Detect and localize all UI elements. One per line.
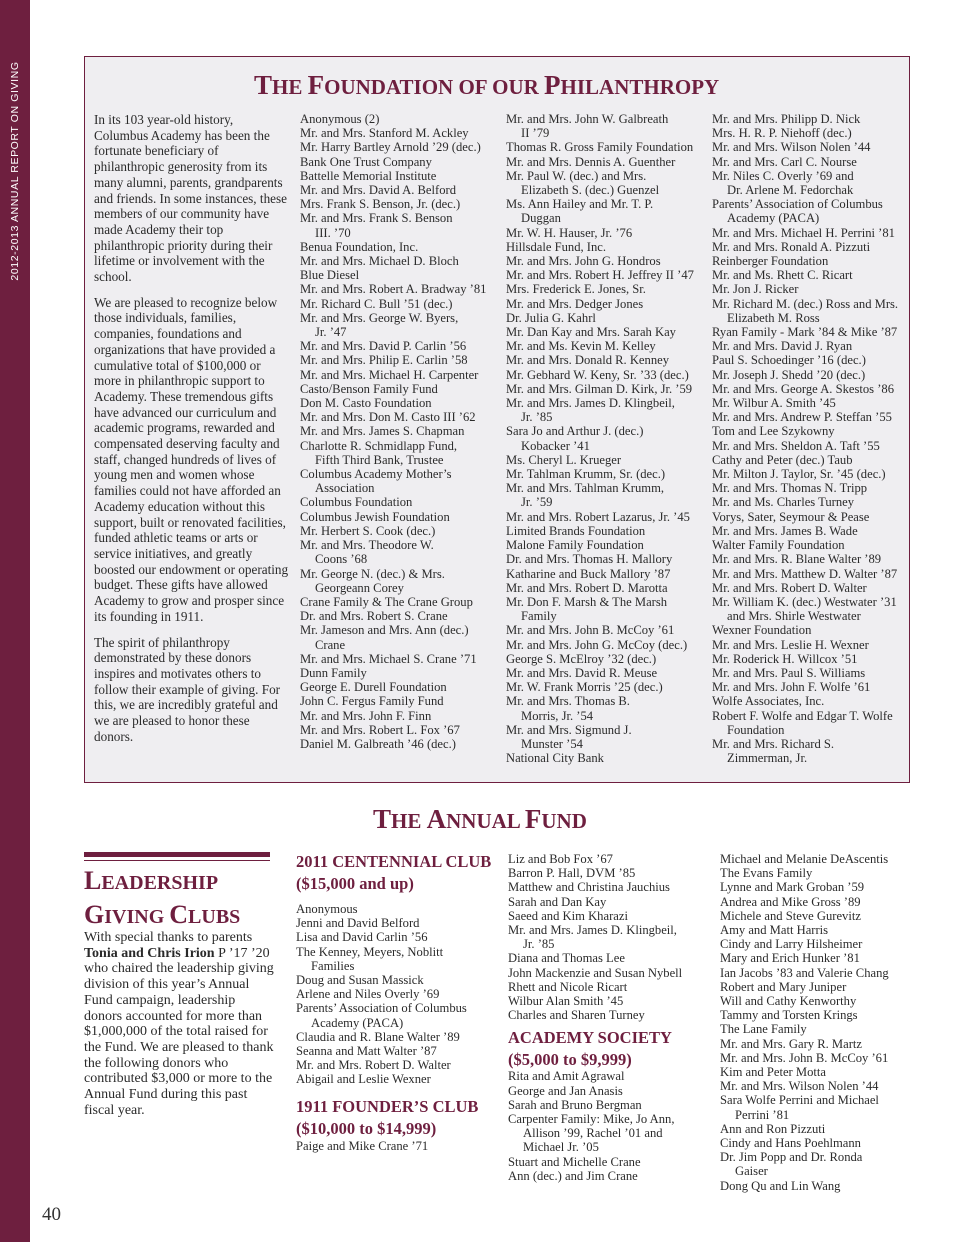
donor-name: Amy and Matt Harris [720,923,829,938]
donor-name: John C. Fergus Family Fund [300,694,444,709]
donor-name: Mr. Gebhard W. Keny, Sr. ’33 (dec.) [506,367,689,382]
donor-name: Mr. Tahlman Krumm, Sr. (dec.) [506,467,666,482]
leadership-text-intro: With special thanks to parents [84,930,253,945]
donor-name: Mr. Jameson and Mrs. Ann (dec.) [300,623,469,638]
donor-name: Mr. and Mrs. John G. McCoy (dec.) [506,637,688,652]
title-cap: A [426,804,447,834]
donor-name: Seanna and Matt Walter ’87 [296,1044,437,1059]
donor-name: Claudia and R. Blane Walter ’89 [296,1029,460,1044]
donor-name: Tom and Lee Szykowny [712,424,835,439]
donor-name: Will and Cathy Kenworthy [720,994,857,1009]
donor-name: Wolfe Associates, Inc. [712,694,825,709]
donor-name: Malone Family Foundation [506,538,644,553]
foundation-donor-column-3 [712,112,898,765]
donor-name: George E. Durell Foundation [300,680,447,695]
donor-name: Vorys, Sater, Seymour & Pease [712,509,870,524]
donor-name: Michael Jr. ’05 [523,1140,599,1155]
donor-name: Anonymous [296,902,358,916]
donor-name: Walter Family Foundation [712,538,845,553]
donor-name: Charlotte R. Schmidlapp Fund, [300,438,458,453]
donor-name: Mr. and Mrs. Thomas B. [506,694,630,709]
donor-name: Families [311,958,355,973]
donor-name: Mr. and Mrs. Robert D. Walter [712,580,867,595]
donor-name: Mr. and Mrs. Donald R. Kenney [506,353,669,368]
donor-name: Daniel M. Galbreath ’46 (dec.) [300,736,456,751]
donor-name: Mr. Harry Bartley Arnold ’29 (dec.) [300,140,481,155]
title-cap: F [524,804,542,834]
donor-name: Mr. and Mrs. Gilman D. Kirk, Jr. ’59 [506,381,693,396]
donor-name: Dr. and Mrs. Robert S. Crane [300,609,448,624]
founders-club-range: ($10,000 to $14,999) [296,1118,437,1138]
donor-name: Mr. and Mrs. Michael H. Carpenter [300,367,479,382]
donor-name: Academy (PACA) [727,211,820,226]
donor-name: Columbus Academy Mother’s [300,467,452,482]
donor-name: III. ’70 [315,225,351,240]
donor-name: Mr. Jon J. Ricker [712,282,799,297]
leadership-title [84,866,240,934]
donor-name: Jr. ’85 [523,937,555,952]
donor-name: Columbus Foundation [300,495,413,510]
donor-name: Mrs. H. R. P. Niehoff (dec.) [712,126,852,141]
donor-name: Elizabeth M. Ross [727,310,820,325]
donor-name: Carpenter Family: Mike, Jo Ann, [508,1112,675,1127]
donor-name: Dong Qu and Lin Wang [720,1178,841,1193]
donor-name: Mrs. Frank S. Benson, Jr. (dec.) [300,197,461,212]
clubs-column-2 [296,852,496,1153]
donor-name: Michele and Steve Gurevitz [720,908,861,923]
donor-name: Dr. Julia G. Kahrl [506,310,596,325]
donor-name: Mr. and Mrs. Michael H. Perrini ’81 [712,225,895,240]
donor-name: Jr. ’59 [521,495,553,510]
donor-name: Mr. and Mrs. Philip E. Carlin ’58 [300,353,468,368]
donor-name: Family [521,609,557,624]
donor-name: Paige and Mike Crane ’71 [296,1138,429,1153]
donor-name: Mr. W. H. Hauser, Jr. ’76 [506,225,633,240]
donor-name: Mr. and Mrs. David A. Belford [300,183,457,198]
title-part: UND [541,809,587,833]
donor-name: Mr. and Mrs. Ronald A. Pizzuti [712,239,871,254]
donor-name: Mr. and Mrs. Michael S. Crane ’71 [300,651,477,666]
donor-name: Kim and Peter Motta [720,1065,826,1080]
donor-name: Mr. and Ms. Charles Turney [712,495,855,510]
donor-name: Katharine and Buck Mallory ’87 [506,566,671,581]
donor-name: Mr. and Mrs. Robert D. Walter [296,1058,451,1073]
donor-name: Mr. and Mrs. David J. Ryan [712,339,853,354]
donor-name: Mr. and Mrs. Sheldon A. Taft ’55 [712,438,880,453]
donor-name: Don M. Casto Foundation [300,396,432,411]
title-cap: P [544,70,561,100]
title-cap: T [254,70,273,100]
donor-name: Allison ’99, Rachel ’01 and [523,1126,663,1141]
donor-name: Mr. Wilbur A. Smith ’45 [712,396,836,411]
foundation-intro [94,112,290,754]
donor-name: Arlene and Niles Overly ’69 [296,987,440,1002]
donor-name: Fifth Third Bank, Trustee [315,452,444,467]
donor-name: Duggan [521,211,561,226]
title-part: EADERSHIP [101,872,219,894]
donor-name: Mr. and Mrs. Robert Lazarus, Jr. ’45 [506,509,690,524]
donor-name: The Kenney, Meyers, Noblitt [296,944,444,959]
donor-name: Robert and Mary Juniper [720,979,847,994]
intro-paragraph: We are pleased to recognize below those individuals, families, companies, foundations and organizations that have provided a cumulative total of $100,000 or more in philanthropic support to Academy. These tremendous gifts have advanced our curriculum and academic programs, rewarded and compensated deserving faculty and staff, changed hundreds of lives of young men and women whose families could not have afforded an Academy education without this support, built or renovated facilities, funded athletic teams or arts or service initiatives, and greatly boosted our endowment or operating budget. These gifts have allowed Academy to grow and prosper since its founding in 1911. [94,294,289,624]
donor-name: Rita and Amit Agrawal [508,1069,625,1084]
donor-name: Mr. and Mrs. David P. Carlin ’56 [300,339,467,354]
donor-name: Mr. and Mrs. John B. McCoy ’61 [720,1050,889,1065]
donor-name: Mr. Milton J. Taylor, Sr. ’45 (dec.) [712,467,886,482]
founders-club-title: 1911 FOUNDER’S CLUB [296,1096,479,1116]
donor-name: Gaiser [735,1164,768,1179]
donor-name: Michael and Melanie DeAscentis [720,852,889,866]
academy-society-title: ACADEMY SOCIETY [508,1028,672,1048]
donor-name: Mr. and Mrs. Sigmund J. [506,722,632,737]
donor-name: The Evans Family [720,866,813,881]
donor-name: Dr. Jim Popp and Dr. Ronda [720,1150,863,1165]
section-rule [84,852,270,857]
page-number: 40 [42,1204,61,1225]
leadership-text-body: P ’17 ’20 who chaired the leadership giving division of this year’s Annual Fund campaign, leadership donors accounted for more than $1,000,000 of the total raised for the Fund. We are pleased to thank the following donors who contributed $3,000 or more to the Annual Fund during this past fiscal year. [84,945,274,1118]
donor-name: Mr. Richard C. Bull ’51 (dec.) [300,296,453,311]
donor-name: Academy (PACA) [311,1015,404,1030]
founders-donor-list-b [508,852,708,1022]
donor-name: Ms. Cheryl L. Krueger [506,452,622,467]
donor-name: Saeed and Kim Kharazi [508,908,628,923]
donor-name: Ian Jacobs ’83 and Valerie Chang [720,965,889,980]
donor-name: Kobacker ’41 [521,438,590,453]
donor-name: Association [315,481,375,496]
donor-name: Crane [315,637,346,652]
title-cap: C [169,900,189,929]
donor-name: Parents’ Association of Columbus [296,1001,467,1016]
leadership-text [84,930,274,1118]
donor-name: and Mrs. Shirle Westwater [727,609,861,624]
donor-name: Ann (dec.) and Jim Crane [508,1168,638,1183]
donor-name: Mr. and Mrs. Gary R. Martz [720,1036,863,1051]
donor-name: Mr. and Mrs. James D. Klingbeil, [508,923,677,938]
title-part: HILANTHROPY [560,75,720,99]
donor-name: Mr. and Mrs. Dedger Jones [506,296,644,311]
donor-name: Mr. Dan Kay and Mrs. Sarah Kay [506,325,676,340]
donor-name: Charles and Sharen Turney [508,1008,645,1023]
donor-name: Anonymous (2) [300,112,380,126]
donor-name: Casto/Benson Family Fund [300,381,438,396]
donor-name: Mr. George N. (dec.) & Mrs. [300,566,445,581]
donor-name: Morris, Jr. ’54 [521,708,594,723]
clubs-column-3 [508,852,708,1183]
donor-name: Mr. and Mrs. John F. Wolfe ’61 [712,680,871,695]
donor-name: Mr. and Mrs. George W. Byers, [300,310,459,325]
donor-name: Sara Wolfe Perrini and Michael [720,1093,879,1108]
donor-name: Mr. and Mrs. Michael D. Bloch [300,254,459,269]
title-part: HE [391,809,427,833]
donor-name: Sarah and Dan Kay [508,894,607,909]
donor-name: Georgeann Corey [315,580,404,595]
donor-name: Hillsdale Fund, Inc. [506,239,607,254]
donor-name: Limited Brands Foundation [506,523,646,538]
founders-donor-list-a [296,1139,496,1153]
donor-name: Cathy and Peter (dec.) Taub [712,452,853,467]
donor-name: Mr. and Mrs. Carl C. Nourse [712,154,857,169]
donor-name: Jenni and David Belford [296,916,420,931]
donor-name: Mr. and Mrs. Andrew P. Steffan ’55 [712,410,892,425]
foundation-donor-column-2 [506,112,694,765]
chairs-names: Tonia and Chris Irion [84,945,215,961]
donor-name: Cindy and Hans Poehlmann [720,1136,861,1151]
donor-name: Mrs. Frederick E. Jones, Sr. [506,282,646,297]
donor-name: Mr. and Ms. Kevin M. Kelley [506,339,656,354]
donor-name: Mr. Joseph J. Shedd ’20 (dec.) [712,367,866,382]
centennial-club-range: ($15,000 and up) [296,874,414,893]
donor-name: Mr. W. Frank Morris ’25 (dec.) [506,680,663,695]
donor-name: Rhett and Nicole Ricart [508,979,628,994]
donor-name: Mr. and Ms. Rhett C. Ricart [712,268,853,283]
donor-name: Mr. and Mrs. Matthew D. Walter ’87 [712,566,898,581]
title-part: NNUAL [446,809,525,833]
donor-name: Mr. and Mrs. Dennis A. Guenther [506,154,676,169]
donor-name: Benua Foundation, Inc. [300,239,419,254]
donor-name: Mr. and Mrs. Paul S. Williams [712,665,866,680]
donor-name: Dr. and Mrs. Thomas H. Mallory [506,552,673,567]
donor-name: Sarah and Bruno Bergman [508,1097,642,1112]
donor-name: Stuart and Michelle Crane [508,1154,641,1169]
donor-name: Mr. and Mrs. John F. Finn [300,708,432,723]
title-part: IVING [104,906,170,928]
society-donor-list-a [508,1069,708,1183]
centennial-club-title: 2011 CENTENNIAL CLUB [296,852,492,871]
donor-name: Thomas R. Gross Family Foundation [506,140,694,155]
intro-paragraph: The spirit of philanthropy demonstrated by these donors inspires and motivates others to follow their example of giving. For this, we are incredibly grateful and we are pleased to honor these donors. [94,634,281,744]
donor-name: Elizabeth S. (dec.) Guenzel [521,183,660,198]
donor-name: Mr. and Mrs. James B. Wade [712,523,858,538]
foundation-donor-column-1 [300,112,486,751]
donor-name: George and Jan Anasis [508,1083,623,1098]
donor-name: Blue Diesel [300,268,360,283]
centennial-donor-list [296,902,496,1087]
donor-name: Crane Family & The Crane Group [300,594,473,609]
donor-name: Paul S. Schoedinger ’16 (dec.) [712,353,866,368]
donor-name: II ’79 [521,126,550,141]
donor-name: Mr. and Mrs. Stanford M. Ackley [300,126,469,141]
donor-name: Robert F. Wolfe and Edgar T. Wolfe [712,708,893,723]
donor-name: Mr. and Mrs. John B. McCoy ’61 [506,623,675,638]
title-part: LUBS [188,906,241,928]
donor-name: Mr. Don F. Marsh & The Marsh [506,594,668,609]
donor-name: John Mackenzie and Susan Nybell [508,965,683,980]
donor-name: Mr. and Mrs. Leslie H. Wexner [712,637,869,652]
donor-name: Bank One Trust Company [300,154,432,169]
donor-name: Mr. Niles C. Overly ’69 and [712,168,854,183]
donor-name: Sara Jo and Arthur J. (dec.) [506,424,644,439]
donor-name: Battelle Memorial Institute [300,168,437,183]
donor-name: Foundation [727,722,785,737]
donor-name: Lisa and David Carlin ’56 [296,930,428,945]
donor-name: Mr. and Mrs. David R. Meuse [506,665,658,680]
donor-name: Perrini ’81 [735,1107,790,1122]
donor-name: Liz and Bob Fox ’67 [508,852,613,866]
title-part: HE [272,75,308,99]
donor-name: Parents’ Association of Columbus [712,197,883,212]
title-cap: L [84,866,102,895]
spine-text: 2012-2013 ANNUAL REPORT ON GIVING [9,61,21,281]
donor-name: Ann and Ron Pizzuti [720,1121,826,1136]
donor-name: Abigail and Leslie Wexner [296,1072,431,1087]
donor-name: Lynne and Mark Groban ’59 [720,880,865,895]
donor-name: Mr. and Mrs. Robert A. Bradway ’81 [300,282,487,297]
donor-name: Ms. Ann Hailey and Mr. T. P. [506,197,654,212]
donor-name: Mr. and Mrs. Don M. Casto III ’62 [300,410,476,425]
donor-name: Mr. Herbert S. Cook (dec.) [300,523,436,538]
annual-fund-title [373,804,587,835]
donor-name: Mr. and Mrs. Tahlman Krumm, [506,481,665,496]
donor-name: Wilbur Alan Smith ’45 [508,994,624,1009]
donor-name: Coons ’68 [315,552,368,567]
donor-name: Mr. and Mrs. John W. Galbreath [506,112,669,126]
donor-name: Cindy and Larry Hilsheimer [720,937,863,952]
donor-name: Mr. and Mrs. Robert H. Jeffrey II ’47 [506,268,694,283]
donor-name: Matthew and Christina Jauchius [508,880,670,895]
donor-name: Mr. and Mrs. Richard S. [712,736,835,751]
title-cap: F [307,70,325,100]
donor-name: Mr. and Mrs. George A. Skestos ’86 [712,381,895,396]
donor-name: Tammy and Torsten Krings [720,1008,858,1023]
intro-paragraph: In its 103 year-old history, Columbus Academy has been the fortunate beneficiary of philanthropic generosity from its many alumni, parents, grandparents and friends. In some instances, these members of our community have made Academy their top philanthropic priority during their lifetime or involvement with the school. [94,112,287,285]
donor-name: Munster ’54 [521,736,583,751]
donor-name: Andrea and Mike Gross ’89 [720,894,861,909]
society-donor-list-b [720,852,889,1193]
donor-name: Wexner Foundation [712,623,812,638]
foundation-title [254,70,719,101]
donor-name: Jr. ’47 [315,325,347,340]
donor-name: Columbus Jewish Foundation [300,509,450,524]
donor-name: Mr. and Mrs. Thomas N. Tripp [712,481,868,496]
title-cap: G [84,900,105,929]
donor-name: Mr. and Mrs. Robert L. Fox ’67 [300,722,460,737]
donor-name: Mr. and Mrs. James D. Klingbeil, [506,396,675,411]
donor-name: Doug and Susan Massick [296,973,424,988]
donor-name: Mr. and Mrs. James S. Chapman [300,424,465,439]
donor-name: The Lane Family [720,1022,807,1037]
title-cap: T [373,804,392,834]
donor-name: Diana and Thomas Lee [508,951,625,966]
donor-name: Mr. Richard M. (dec.) Ross and Mrs. [712,296,899,311]
report-spine [0,0,30,1242]
donor-name: Mr. Paul W. (dec.) and Mrs. [506,168,647,183]
donor-name: Mr. William K. (dec.) Westwater ’31 [712,594,897,609]
donor-name: Barron P. Hall, DVM ’85 [508,866,636,881]
donor-name: Mr. and Mrs. Theodore W. [300,538,434,553]
donor-name: Dr. Arlene M. Fedorchak [727,183,854,198]
donor-name: George S. McElroy ’32 (dec.) [506,651,657,666]
donor-name: Mr. and Mrs. John G. Hondros [506,254,661,269]
donor-name: Zimmerman, Jr. [727,751,808,766]
donor-name: Dunn Family [300,665,367,680]
academy-society-range: ($5,000 to $9,999) [508,1050,632,1070]
donor-name: Mr. Roderick H. Willcox ’51 [712,651,858,666]
donor-name: Reinberger Foundation [712,254,829,269]
title-part: OUNDATION OF OUR [324,75,545,99]
donor-name: Mr. and Mrs. Wilson Nolen ’44 [712,140,871,155]
donor-name: Ryan Family - Mark ’84 & Mike ’87 [712,325,898,340]
donor-name: Mr. and Mrs. R. Blane Walter ’89 [712,552,882,567]
section-rule-thin [84,860,270,861]
donor-name: Mary and Erich Hunker ’81 [720,951,860,966]
donor-name: Mr. and Mrs. Wilson Nolen ’44 [720,1079,879,1094]
donor-name: Mr. and Mrs. Philipp D. Nick [712,112,861,126]
donor-name: Mr. and Mrs. Robert D. Marotta [506,580,668,595]
donor-name: National City Bank [506,751,604,766]
donor-name: Mr. and Mrs. Frank S. Benson [300,211,453,226]
donor-name: Jr. ’85 [521,410,553,425]
